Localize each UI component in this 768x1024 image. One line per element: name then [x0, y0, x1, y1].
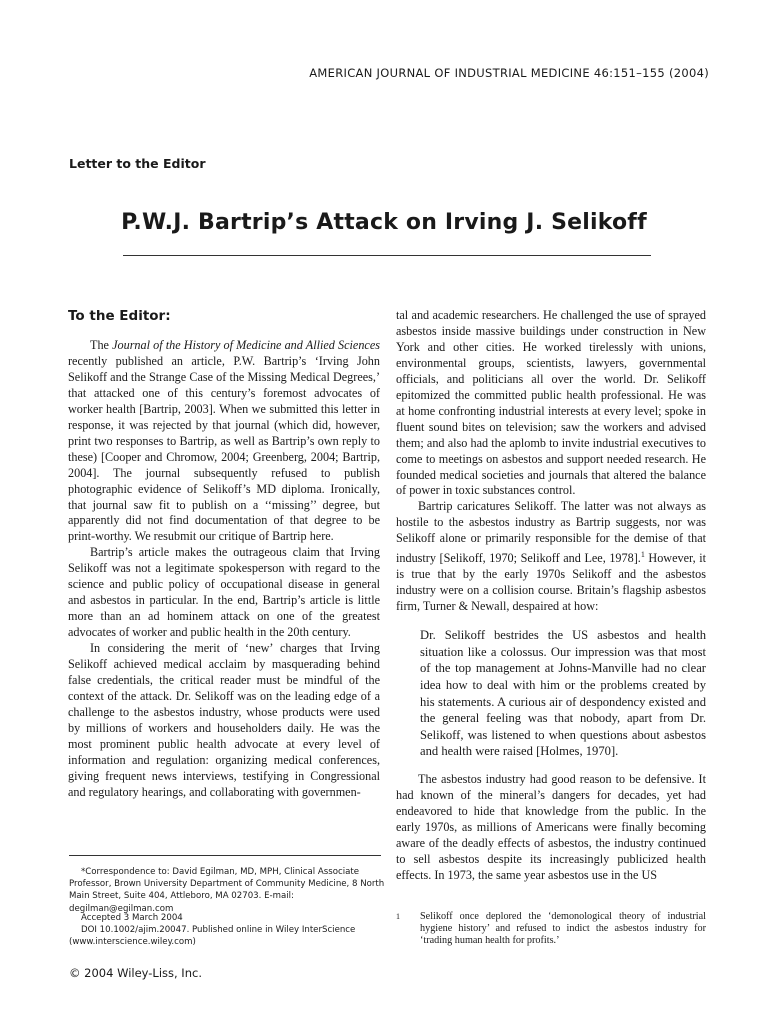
publisher-url: (www.interscience.wiley.com) [69, 937, 196, 948]
publication-info [69, 912, 385, 949]
section-label: Letter to the Editor [69, 156, 206, 171]
copyright: © 2004 Wiley-Liss, Inc. [69, 966, 202, 980]
paragraph-6: The asbestos industry had good reason to be defensive. It had known of the mineral’s dangers for decades, yet had endeavored to hide that knowledge from the public. In the early 1970s, as millions of Americans were finally becoming aware of the deadly effects of asbestos, the industry continued to sell asbestos despite its increasingly publicized health effects. In 1973, the same year asbestos use in the US [396, 771, 706, 882]
paragraph-1 [68, 338, 380, 545]
footnote-1 [396, 911, 706, 946]
footnote-1-text: Selikoff once deplored the ‘demonological theory of industrial hygiene history’ and refused to indict the asbestos industry for ‘trading human health for profits.’ [420, 911, 706, 946]
salutation: To the Editor: [68, 308, 171, 324]
journal-name: Journal of the History of Medicine and Allied Sciences [112, 338, 380, 352]
paragraph-5 [396, 499, 706, 615]
article-title: P.W.J. Bartrip’s Attack on Irving J. Selikoff [121, 210, 647, 235]
journal-header: AMERICAN JOURNAL OF INDUSTRIAL MEDICINE 46:151–155 (2004) [309, 66, 709, 80]
left-column [68, 308, 380, 801]
accepted-date: Accepted 3 March 2004 [81, 913, 183, 923]
footnote-1-number: 1 [396, 912, 400, 921]
title-rule [123, 255, 651, 256]
block-quote: Dr. Selikoff bestrides the US asbestos and health situation like a colossus. Our impression was that most of the top management at Johns-Manville had no clear idea how to deal with him or the problems created by his statements. A curious air of despondency existed and the general feeling was that nobody, apart from Dr. Selikoff, was listened to when questions about asbestos and health were raised [Holmes, 1970]. [420, 628, 706, 759]
footnote-ref-1[interactable]: 1 [640, 550, 645, 560]
paragraph-4: tal and academic researchers. He challenged the use of sprayed asbestos inside massive buildings under construction in New York and other cities. He worked tirelessly with unions, environmental groups, scientists, lawyers, governmental officials, and politicians all over the world. Dr. Selikoff epitomized the committed public health professional. He was at home confronting industrial interests at every level; spoke in fluent sound bites on television; saw the workers and advised them; and also had the aplomb to invite industrial executives to come to meetings on asbestos and support needed research. He founded medical societies and journals that altered the balance of power in toxic substances control. [396, 308, 706, 498]
paragraph-5-pre: Bartrip caricatures Selikoff. The latter was not always as hostile to the asbestos industry as Bartrip suggests, nor was Selikoff alone or primarily responsible for the demise of that industry [Selikoff, 1970; Selikoff and Lee, 1978]. [396, 499, 706, 566]
doi-line: DOI 10.1002/ajim.20047. Published online in Wiley InterScience [81, 925, 356, 936]
paragraph-1-post: recently published an article, P.W. Bartrip’s ‘Irving John Selikoff and the Strange Case of the Missing Medical Degrees,’ that attacked one of this century’s foremost advocates of worker health [Bartrip, 2003]. When we submitted this letter in response, it was rejected by that journal (which did, however, print two responses to Bartrip, as well as Bartrip’s own reply to these) [Cooper and Chromow, 2004; Greenberg, 2004; Bartrip, 2004]. The journal subsequently refused to publish photographic evidence of Selikoff’s MD diploma. Ironically, that journal saw fit to publish on a ‘‘missing’’ degree, but apparently did not find documentation of that degree to be print-worthy. We resubmit our critique of Bartrip here. [68, 353, 380, 544]
correspondence-note: *Correspondence to: David Egilman, MD, MPH, Clinical Associate Professor, Brown University Department of Community Medicine, 8 North Main Street, Suite 404, Attleboro, MA 02703. E-mail: degilman@egilman.com [69, 867, 385, 914]
paragraph-3: In considering the merit of ‘new’ charges that Irving Selikoff achieved medical acclaim by masquerading behind false credentials, the critical reader must be mindful of the context of the attack. Dr. Selikoff was on the leading edge of a challenge to the asbestos industry, whose products were used by millions of workers and householders daily. He was the most prominent public health advocate at every level of information and regulation: organizing medical conferences, giving frequent news interviews, testifying in Congressional and regulatory hearings, and collaborating with governmen- [68, 641, 380, 799]
paragraph-5-post: However, it is true that by the early 1970s Selikoff and the asbestos industry were on a collision course. Britain’s flagship asbestos firm, Turner & Newall, despaired at how: [396, 551, 707, 614]
footnote-rule [69, 855, 381, 856]
paragraph-1-pre: The [90, 338, 113, 352]
right-column [396, 308, 706, 884]
paragraph-2: Bartrip’s article makes the outrageous claim that Irving Selikoff was not a legitimate spokesperson with regard to the science and public policy of occupational disease in general and asbestos in particular. In the end, Bartrip’s article is little more than an ad hominem attack on one of the greatest advocates of worker and public health in the 20th century. [68, 545, 380, 640]
